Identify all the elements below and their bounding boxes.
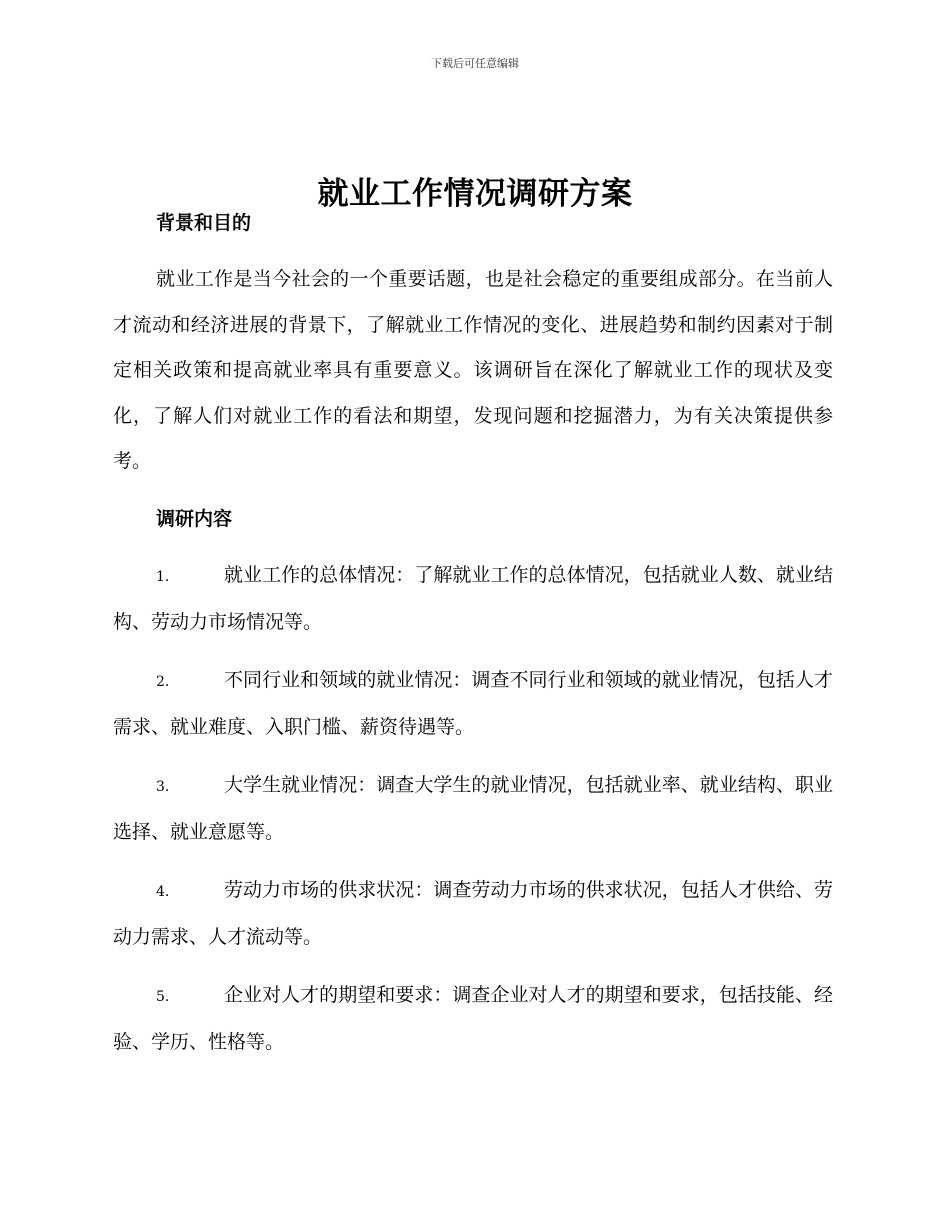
list-item bbox=[113, 763, 833, 856]
section-heading-background: 背景和目的 bbox=[156, 212, 252, 234]
list-item-number: 1. bbox=[156, 568, 170, 585]
document-title: 就业工作情况调研方案 bbox=[317, 175, 633, 212]
list-item-text: 企业对人才的期望和要求：调查企业对人才的期望和要求，包括技能、经验、学历、性格等。 bbox=[113, 983, 833, 1053]
list-item bbox=[113, 658, 833, 751]
background-paragraph: 就业工作是当今社会的一个重要话题，也是社会稳定的重要组成部分。在当前人才流动和经济进展的背景下，了解就业工作情况的变化、进展趋势和制约因素对于制定相关政策和提高就业率具有重要意义。该调研旨在深化了解就业工作的现状及变化，了解人们对就业工作的看法和期望，发现问题和挖掘潜力，为有关决策提供参考。 bbox=[113, 268, 833, 472]
list-item-text: 劳动力市场的供求状况：调查劳动力市场的供求状况，包括人才供给、劳动力需求、人才流动等。 bbox=[113, 878, 833, 948]
list-item-number: 4. bbox=[156, 883, 170, 900]
list-item-number: 2. bbox=[156, 673, 170, 690]
list-item-number: 5. bbox=[156, 988, 170, 1005]
list-item bbox=[113, 553, 833, 646]
list-item-text: 不同行业和领域的就业情况：调查不同行业和领域的就业情况，包括人才需求、就业难度、入职门槛、薪资待遇等。 bbox=[113, 668, 833, 738]
list-item-number: 3. bbox=[156, 778, 170, 795]
document-body bbox=[113, 201, 833, 1066]
list-item bbox=[113, 973, 833, 1066]
list-item-text: 大学生就业情况：调查大学生的就业情况，包括就业率、就业结构、职业选择、就业意愿等。 bbox=[113, 773, 833, 843]
section-heading-content: 调研内容 bbox=[156, 507, 233, 530]
list-item bbox=[113, 868, 833, 961]
list-item-text: 就业工作的总体情况：了解就业工作的总体情况，包括就业人数、就业结构、劳动力市场情况等。 bbox=[113, 563, 833, 633]
header-note: 下载后可任意编辑 bbox=[431, 57, 519, 70]
